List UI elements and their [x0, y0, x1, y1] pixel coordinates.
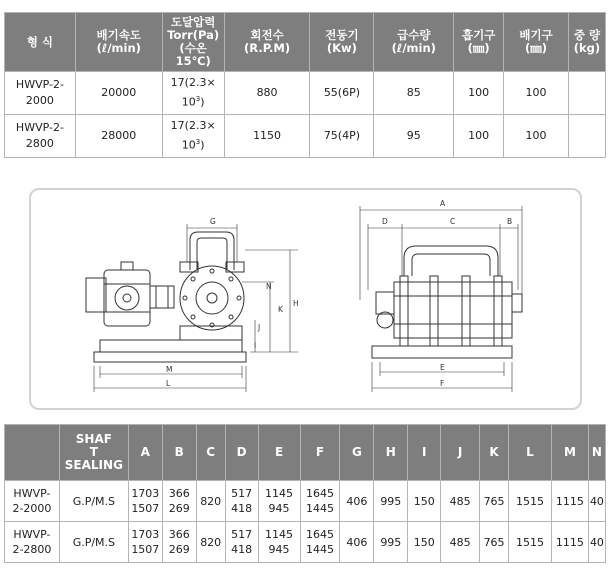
dim-cell-m: 1115 — [551, 481, 588, 522]
pressure-power: 10 — [181, 138, 196, 152]
dim-label-f: F — [440, 379, 445, 388]
spec-header-pressure: 도달압력 Torr(Pa) (수온 15℃) — [162, 13, 224, 72]
spec-cell-rpm: 1150 — [224, 115, 310, 158]
spec-cell-suction: 100 — [454, 115, 504, 158]
dim-header-h: H — [374, 425, 408, 481]
spec-cell-rpm: 880 — [224, 72, 310, 115]
flange-4 — [494, 276, 502, 346]
dim-cell-n: 40 — [588, 481, 605, 522]
base-frame — [94, 352, 246, 362]
dim-cell-l: 1515 — [509, 481, 552, 522]
pressure-base: 17(2.3× — [170, 119, 216, 133]
spec-cell-water: 85 — [374, 72, 454, 115]
dim-label-d: D — [382, 217, 388, 226]
pressure-exponent: 3 — [195, 138, 201, 147]
dim-cell-h: 995 — [374, 522, 408, 563]
dim-cell-sealing: G.P/M.S — [59, 522, 128, 563]
dim-label-g: G — [210, 217, 216, 226]
dim-cell-e: 1145 945 — [258, 481, 300, 522]
table-row — [5, 522, 606, 563]
pump-foot — [180, 326, 242, 340]
dim-cell-l: 1515 — [509, 522, 552, 563]
suction-port — [376, 292, 394, 314]
dim-header-n: N — [588, 425, 605, 481]
dim-label-e: E — [440, 363, 445, 372]
spec-header-water: 급수량 (ℓ/min) — [374, 13, 454, 72]
exhaust-port — [512, 294, 522, 312]
pressure-close: ) — [200, 95, 205, 109]
dim-cell-d: 517 418 — [225, 522, 258, 563]
dim-cell-i: 150 — [408, 481, 441, 522]
dim-cell-h: 995 — [374, 481, 408, 522]
dimension-table — [4, 424, 606, 563]
motor-eye — [121, 262, 133, 270]
dim-header-a: A — [128, 425, 162, 481]
dim-cell-c: 820 — [196, 522, 225, 563]
spec-cell-speed: 28000 — [75, 115, 162, 158]
dim-label-a: A — [440, 199, 446, 208]
dim-cell-g: 406 — [340, 522, 374, 563]
dim-label-j: J — [258, 323, 261, 332]
motor-body — [104, 270, 150, 326]
spec-cell-speed: 20000 — [75, 72, 162, 115]
dim-label-k: K — [278, 305, 283, 314]
pump-hub — [196, 282, 228, 314]
dim-label-h: H — [293, 299, 299, 308]
flange-1 — [400, 276, 408, 346]
motor-rear — [86, 278, 106, 312]
dim-cell-j: 485 — [441, 481, 480, 522]
pump-casing — [180, 266, 244, 330]
dim-header-c: C — [196, 425, 225, 481]
dim-header-i: I — [408, 425, 441, 481]
dim-cell-f: 1645 1445 — [300, 522, 340, 563]
spec-header-suction: 흡기구 (㎜) — [454, 13, 504, 72]
dim-cell-n: 40 — [588, 522, 605, 563]
dim-cell-sealing: G.P/M.S — [59, 481, 128, 522]
coupling — [150, 286, 174, 308]
dim-cell-j: 485 — [441, 522, 480, 563]
dim-label-c: C — [450, 217, 456, 226]
spec-header-exhaust: 배기구 (㎜) — [504, 13, 569, 72]
dim-label-b: B — [507, 217, 513, 226]
spec-header-rpm: 회전수 (R.P.M) — [224, 13, 310, 72]
dim-header-b: B — [162, 425, 196, 481]
spec-cell-motor: 55(6P) — [310, 72, 374, 115]
dim-label-n: N — [266, 282, 272, 291]
dim-header-sealing: SHAF T SEALING — [59, 425, 128, 481]
dim-cell-c: 820 — [196, 481, 225, 522]
dim-label-i: I — [254, 341, 257, 350]
pressure-exponent: 3 — [195, 95, 201, 104]
dim-cell-i: 150 — [408, 522, 441, 563]
dim-cell-k: 765 — [480, 522, 509, 563]
dim-cell-a: 1703 1507 — [128, 522, 162, 563]
dim-header-row — [5, 425, 606, 481]
spec-cell-exhaust: 100 — [504, 115, 569, 158]
dim-header-l: L — [509, 425, 552, 481]
dim-cell-d: 517 418 — [225, 481, 258, 522]
spec-cell-suction: 100 — [454, 72, 504, 115]
spec-header-motor: 전동기 (Kw) — [310, 13, 374, 72]
dim-header-g: G — [340, 425, 374, 481]
pressure-close: ) — [200, 138, 205, 152]
dim-cell-m: 1115 — [551, 522, 588, 563]
spec-cell-model: HWVP-2- 2800 — [5, 115, 76, 158]
dim-header-k: K — [480, 425, 509, 481]
pressure-base: 17(2.3× — [170, 76, 216, 90]
front-top-pipe — [404, 246, 498, 276]
table-row — [5, 481, 606, 522]
motor-flange — [115, 286, 139, 310]
dim-header-j: J — [441, 425, 480, 481]
spec-header-model: 형 식 — [5, 13, 76, 72]
dim-cell-b: 366 269 — [162, 481, 196, 522]
dim-header-e: E — [258, 425, 300, 481]
spec-header-weight: 중 량 (kg) — [568, 13, 605, 72]
dim-header-m: M — [551, 425, 588, 481]
dim-label-l: L — [166, 379, 171, 388]
flange-2 — [430, 276, 438, 346]
pump-bolts — [183, 269, 241, 327]
dim-cell-e: 1145 945 — [258, 522, 300, 563]
dim-header-f: F — [300, 425, 340, 481]
dim-label-m: M — [166, 365, 173, 374]
front-base — [372, 346, 512, 358]
flange-3 — [462, 276, 470, 346]
base-top — [100, 340, 242, 352]
dim-header-d: D — [225, 425, 258, 481]
front-view-labels — [382, 199, 512, 388]
dim-header-model — [5, 425, 60, 481]
dim-cell-model: HWVP- 2-2000 — [5, 481, 60, 522]
side-view-drawing — [86, 224, 298, 392]
dim-cell-model: HWVP- 2-2800 — [5, 522, 60, 563]
spec-header-speed: 배기속도 (ℓ/min) — [75, 13, 162, 72]
dim-cell-g: 406 — [340, 481, 374, 522]
spec-cell-motor: 75(4P) — [310, 115, 374, 158]
spec-cell-water: 95 — [374, 115, 454, 158]
dim-cell-k: 765 — [480, 481, 509, 522]
pressure-power: 10 — [181, 95, 196, 109]
dim-cell-f: 1645 1445 — [300, 481, 340, 522]
dim-cell-a: 1703 1507 — [128, 481, 162, 522]
spec-cell-exhaust: 100 — [504, 72, 569, 115]
dim-cell-b: 366 269 — [162, 522, 196, 563]
spec-cell-model: HWVP-2- 2000 — [5, 72, 76, 115]
